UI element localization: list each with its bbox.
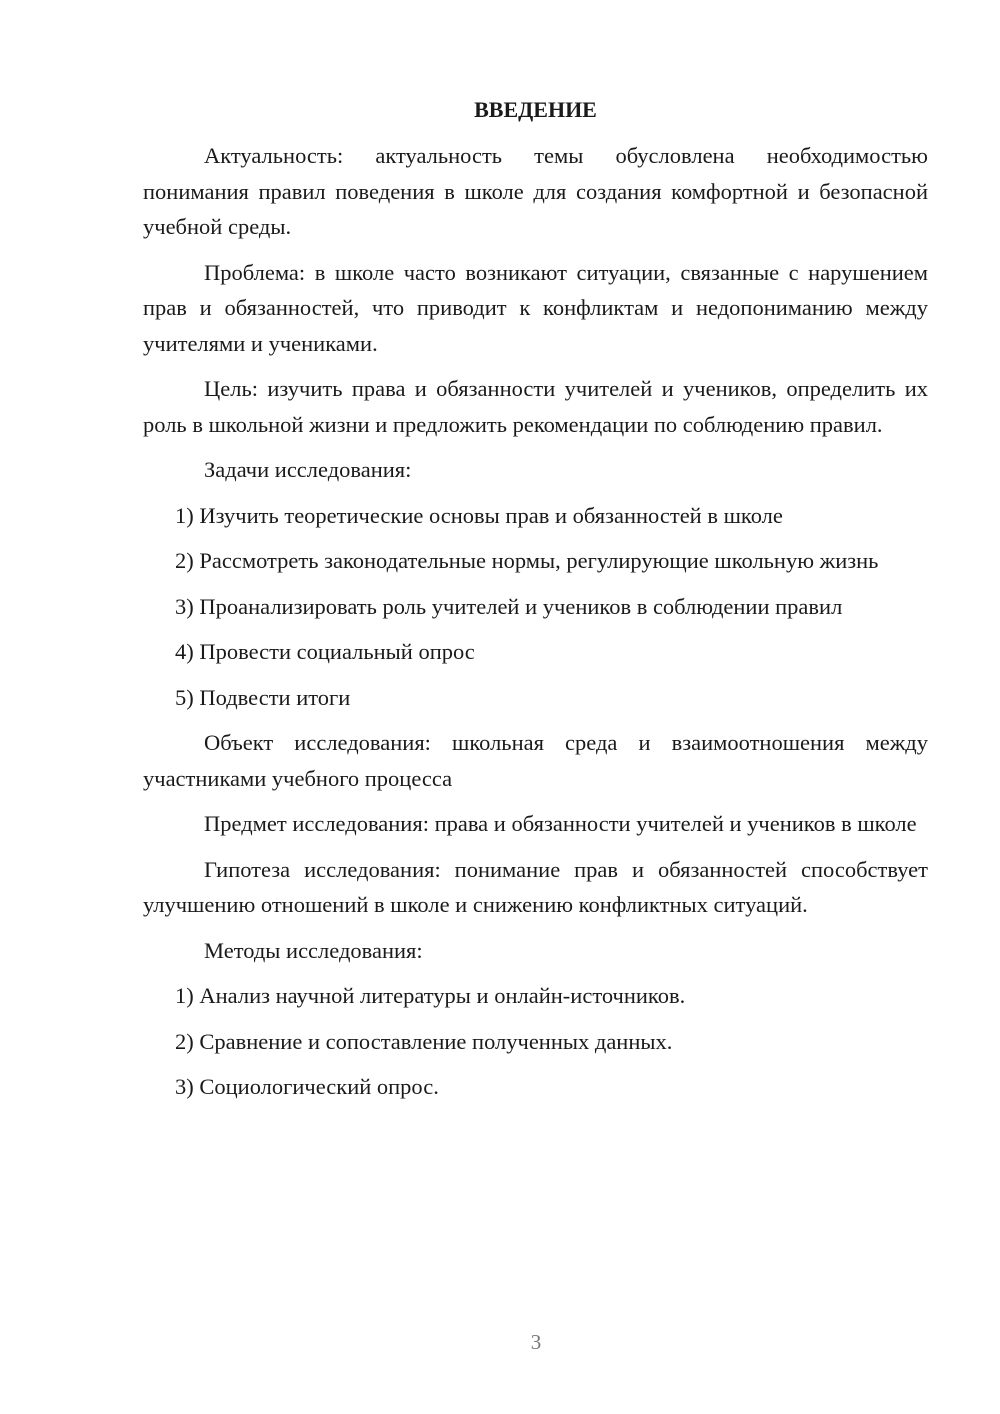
tasks-heading: Задачи исследования: — [204, 457, 412, 482]
task-item: 5) Подвести итоги — [175, 684, 351, 710]
document-body — [143, 92, 928, 1115]
task-item: 3) Проанализировать роль учителей и учеников в соблюдении правил — [175, 593, 843, 619]
method-item: 1) Анализ научной литературы и онлайн-источников. — [175, 983, 686, 1008]
methods-heading: Методы исследования: — [204, 937, 423, 963]
method-item: 3) Социологический опрос. — [175, 1074, 439, 1099]
method-item: 2) Сравнение и сопоставление полученных данных. — [175, 1028, 673, 1054]
subject-paragraph: Предмет исследования: права и обязанности учителей и учеников в школе — [204, 811, 917, 836]
task-item: 1) Изучить теоретические основы прав и обязанностей в школе — [175, 502, 783, 528]
relevance-paragraph: Актуальность: актуальность темы обусловлена необходимостью понимания правил поведения в школе для создания комфортной и безопасной учебной среды. — [143, 143, 928, 239]
task-item: 4) Провести социальный опрос — [175, 639, 475, 664]
goal-paragraph: Цель: изучить права и обязанности учителей и учеников, определить их роль в школьной жизни и предложить рекомендации по соблюдению правил. — [143, 376, 928, 437]
problem-paragraph: Проблема: в школе часто возникают ситуации, связанные с нарушением прав и обязанностей, что приводит к конфликтам и недопониманию между учителями и учениками. — [143, 259, 928, 356]
task-item: 2) Рассмотреть законодательные нормы, регулирующие школьную жизнь — [175, 548, 879, 573]
section-title: ВВЕДЕНИЕ — [474, 97, 597, 122]
object-paragraph: Объект исследования: школьная среда и взаимоотношения между участниками учебного процесса — [143, 730, 928, 791]
hypothesis-paragraph: Гипотеза исследования: понимание прав и обязанностей способствует улучшению отношений в школе и снижению конфликтных ситуаций. — [143, 856, 928, 917]
page-number: 3 — [530, 1330, 542, 1354]
